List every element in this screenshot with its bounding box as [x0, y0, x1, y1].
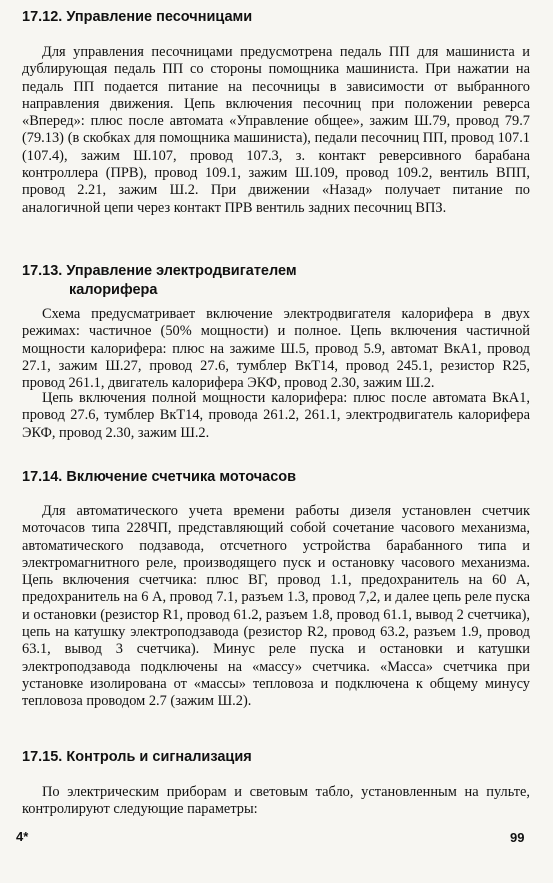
section-heading: [22, 8, 252, 27]
section-title: Контроль и сигнализация: [66, 749, 252, 765]
page-number: 99: [510, 830, 525, 845]
section-heading: [22, 262, 297, 300]
section-title: Включение счетчика моточасов: [66, 469, 297, 485]
paragraph: Для управления песочницами предусмотрена педаль ПП для машиниста и дублирующая педаль ПП со стороны помощника машиниста. При нажатии на педаль ПП подается питание на песочницы в зависимости от выбранного направления движения. Цепь включения песочниц при положении реверса «Вперед»: плюс после автомата «Управление общее», зажим Ш.79, провод 79.7 (79.13) (в скобках для помощника машиниста), педали песочниц ПП, провод 107.1 (107.4), зажим Ш.107, провод 107.3, з. контакт реверсивного барабана контроллера (ПРВ), провод 109.1, зажим Ш.109, провод 109.2, вентиль ВПП, провод 2.21, зажим Ш.2. При движении «Назад» получает питание по аналогичной цепи через контакт ПРВ вентиль задних песочниц ВПЗ.: [22, 44, 530, 216]
paragraph: Схема предусматривает включение электродвигателя калорифера в двух режимах: частичное (50% мощности) и полное. Цепь включения частичной мощности калорифера: плюс на зажиме Ш.5, провод 5.9, автомат ВкА1, провод 27.1, зажим Ш.27, провод 27.6, тумблер ВкТ14, провод 245.1, резистор R25, провод 261.1, двигатель калорифера ЭКФ, провод 2.30, зажим Ш.2.: [22, 306, 530, 392]
section-title: Управление песочницами: [66, 9, 253, 25]
section-number: 17.14.: [22, 469, 63, 485]
section-number: 17.12.: [22, 9, 63, 25]
section-number: 17.13.: [22, 263, 63, 279]
paragraph: Цепь включения полной мощности калорифера: плюс после автомата ВкА1, провод 27.6, тумблер ВкТ14, провода 261.2, 261.1, электродвигатель калорифера ЭКФ, провод 2.30, зажим Ш.2.: [22, 390, 530, 441]
section-number: 17.15.: [22, 749, 63, 765]
section-heading: [22, 748, 252, 767]
section-title: Управление электродвигателем: [66, 263, 297, 279]
paragraph: По электрическим приборам и световым табло, установленным на пульте, контролируют следующие параметры:: [22, 784, 530, 818]
section-heading: [22, 468, 296, 487]
signature-mark: 4*: [16, 829, 29, 844]
section-title-continuation: калорифера: [69, 282, 158, 298]
paragraph: Для автоматического учета времени работы дизеля установлен счетчик моточасов типа 228ЧП, представляющий собой сочетание часового механизма, автоматического подзавода, отсчетного устройства барабанного типа и электромагнитного реле, производящего пуск и остановку часового механизма. Цепь включения счетчика: плюс ВГ, провод 1.1, предохранитель на 60 А, предохранитель на 6 А, провод 7.1, разъем 1.3, провод 7,2, и далее цепь реле пуска и остановки (резистор R1, провод 61.2, разъем 1.8, провод 61.1, вывод 2 счетчика), цепь на катушку электроподзавода (резистор R2, провод 63.2, разъем 1.9, провод 63.1, вывод 3 счетчика). Минус реле пуска и остановки и катушки электроподзавода подключены на «массу» счетчика. «Масса» счетчика при установке изолирована от «массы» тепловоза и подключена к общему минусу тепловоза проводом 2.7 (зажим Ш.2).: [22, 503, 530, 710]
